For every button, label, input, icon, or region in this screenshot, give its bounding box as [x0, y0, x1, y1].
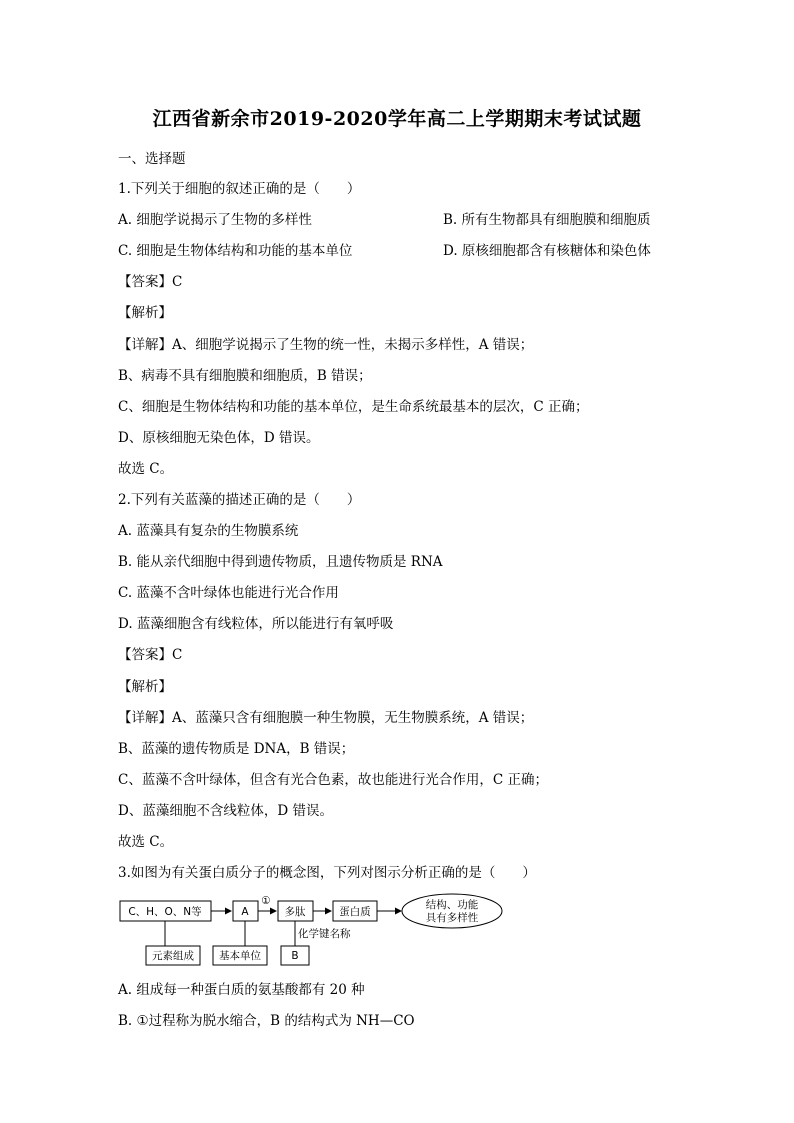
q2-option-d: D. 蓝藻细胞含有线粒体，所以能进行有氧呼吸: [118, 616, 394, 632]
protein-text: 蛋白质: [339, 906, 371, 918]
q1-detail-1: 【详解】A、细胞学说揭示了生物的统一性，未揭示多样性，A 错误；: [118, 337, 534, 353]
elements-label: 元素组成: [152, 950, 194, 962]
result-line-1: 结构、功能: [425, 899, 479, 911]
step-1-label: ①: [261, 895, 271, 907]
q3-option-b: B. ①过程称为脱水缩合，B 的结构式为 NH—CO: [118, 1013, 415, 1029]
q1-option-c: C. 细胞是生物体结构和功能的基本单位: [118, 243, 353, 259]
unit-label: 基本单位: [219, 950, 261, 962]
q1-detail-4: D、原核细胞无染色体，D 错误。: [118, 430, 320, 446]
elements-text: C、H、O、N等: [128, 906, 202, 918]
result-line-2: 具有多样性: [425, 912, 479, 924]
q1-option-a: A. 细胞学说揭示了生物的多样性: [118, 212, 312, 228]
document-title: 江西省新余市2019-2020学年高二上学期期末考试试题: [152, 108, 642, 130]
section-heading: 一、选择题: [118, 151, 186, 167]
q2-option-a: A. 蓝藻具有复杂的生物膜系统: [118, 523, 299, 539]
q1-stem: 1.下列关于细胞的叙述正确的是（ ）: [118, 181, 361, 197]
q2-detail-1: 【详解】A、蓝藻只含有细胞膜一种生物膜，无生物膜系统，A 错误；: [118, 710, 534, 726]
peptide-text: 多肽: [284, 906, 306, 918]
q2-detail-3: C、蓝藻不含叶绿体，但含有光合色素，故也能进行光合作用，C 正确；: [118, 772, 548, 788]
q2-detail-2: B、蓝藻的遗传物质是 DNA，B 错误；: [118, 741, 355, 757]
q1-detail-2: B、病毒不具有细胞膜和细胞质，B 错误；: [118, 368, 372, 384]
q2-conclusion: 故选 C。: [118, 834, 174, 850]
q1-option-d: D. 原核细胞都含有核糖体和染色体: [443, 243, 651, 259]
q1-answer: 【答案】C: [118, 274, 183, 290]
q1-option-b: B. 所有生物都具有细胞膜和细胞质: [443, 212, 651, 228]
q1-conclusion: 故选 C。: [118, 461, 174, 477]
q2-option-c: C. 蓝藻不含叶绿体也能进行光合作用: [118, 585, 339, 601]
q3-option-a: A. 组成每一种蛋白质的氨基酸都有 20 种: [118, 982, 365, 998]
q3-stem: 3.如图为有关蛋白质分子的概念图，下列对图示分析正确的是（ ）: [118, 865, 536, 881]
box-b-text: B: [291, 950, 299, 962]
bond-label: 化学键名称: [298, 928, 351, 940]
q1-detail-3: C、细胞是生物体结构和功能的基本单位，是生命系统最基本的层次，C 正确；: [118, 399, 589, 415]
q2-analysis-label: 【解析】: [118, 679, 172, 695]
protein-concept-diagram: [118, 891, 508, 967]
box-a-text: A: [241, 906, 249, 918]
q1-analysis-label: 【解析】: [118, 305, 172, 321]
q2-answer: 【答案】C: [118, 647, 183, 663]
q2-detail-4: D、蓝藻细胞不含线粒体，D 错误。: [118, 803, 333, 819]
q2-option-b: B. 能从亲代细胞中得到遗传物质，且遗传物质是 RNA: [118, 554, 443, 570]
q2-stem: 2.下列有关蓝藻的描述正确的是（ ）: [118, 492, 361, 508]
